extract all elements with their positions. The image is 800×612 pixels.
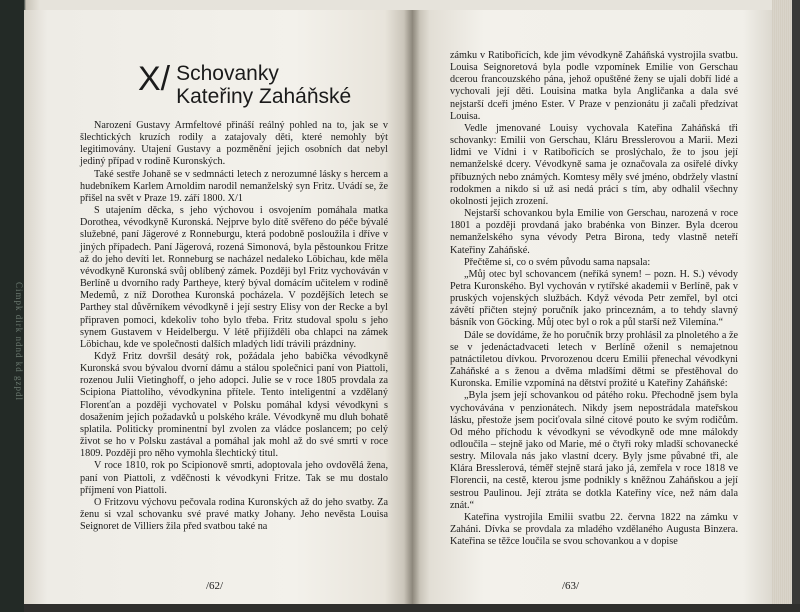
left-page [24, 10, 412, 604]
paragraph: Kateřina vystrojila Emilii svatbu 22. června 1822 na zámku v Zaháni. Dívka se provdala za mladého vzdělaného Augusta Binzera. Kateřina se těžce loučila se svou schovankou a v dopise [450, 511, 738, 548]
quote-paragraph: „Můj otec byl schovancem (neříká synem! – pozn. H. S.) vévody Petra Kuronského. Byl vychován v rytířské akademii v Berlíně, pak v pruských vojenských službách. Když vévoda Petr zemřel, byl otci závětí přičten stejný poručník jako princeznám, a to tehdy slavný básník von Göcking. Můj otec byl o rok a půl starší než Vilemína.“ [450, 268, 738, 329]
scan-border-bottom [24, 604, 800, 612]
paragraph: Přečtěme si, co o svém původu sama napsala: [464, 256, 651, 268]
chapter-title-line-2: Kateřiny Zaháňské [176, 85, 352, 108]
paragraph: S utajením děcka, s jeho výchovou i osvojením pomáhala matka Dorothea, vévodkyně Kuronská. Nejprve bylo dítě svěřeno do péče bývalé služebné, paní Jägerové z Ronneburgu, která podobně posloužila i dříve v jiných případech. Paní Jägerová, rozená Simonová, byla pěstounkou Fritze až do jeho devíti let. Ronneburg se nacházel nedaleko Löbichau, kde měla vévodkyně Kuronská svůj oblíbený zámek. Později byl Fritz vychováván v Berlíně u dvorního rady Partheye, který býval domácím učitelem v rodině Medemů, z níž Dorothea Kuronská pocházela. V pozdějších letech se Parthey stal důvěrníkem vévodkyně i její sestry Elisy von der Recke a byl připraven pomoci, kdekoliv toho bylo třeba. Fritz studoval spolu s jeho synem Gustavem v Heidelbergu. V létě přijížděli oba chlapci na zámek Löbichau, kde ve společnosti dalších mladých lidí trávili prázdniny. [80, 205, 388, 350]
paragraph: Nejstarší schovankou byla Emilie von Gerschau, narozená v roce 1801 a později provdaná jako brabénka von Binzer. Byla dcerou nemanželského syna vévody Petra Birona, tedy vlastně neteří Kateřiny Zaháňské. [450, 208, 738, 256]
paragraph: Dále se dovídáme, že ho poručník brzy prohlásil za plnoletého a že se v jedenáctadvaceti letech v Berlíně oženil s nemajetnou patnáctiletou dívkou. Prvorozenou dceru Emilii přenechal vévodkyni Zaháňské a s ženou a dvěma mladšími dětmi se přestěhoval do Kuronska. Emilie vzpomíná na dětství prožité u Kateřiny Zaháňské: [450, 329, 738, 390]
page-number-left: /62/ [206, 580, 224, 592]
paragraph: V roce 1810, rok po Scipionově smrti, adoptovala jeho ovdovělá žena, paní von Piattoli, z vděčnosti k vévodkyni Fritze. Tak se mu dostalo příjmení von Piattoli. [80, 460, 388, 496]
paragraph: Když Fritz dovršil desátý rok, požádala jeho babička vévodkyně Kuronská svou bývalou dvorní dámu a stálou společnici paní von Piattoli, rozenou Julii Vietinghoff, o jeho adopci. Julie se v roce 1805 provdala za Scipiona Piattoliho, vévodkynina přítele. Tento inteligentní a vzdělaný Florenťan a později vychovatel v Polsku pomáhal kdysi vévodkyni s dosažením jejích požadavků u polského krále. Vévodkyně mu dluh bohatě splatila. Politicky prominentní byl zvolen za vládce poslancem; po celý život se ho v Polsku zastával a pomáhal jak mohl až do své smrti v roce 1809. Později pro něho vymohla šlechtický titul. [80, 350, 388, 460]
paragraph: Narození Gustavy Armfeltové přináší reálný pohled na to, jak se v šlechtických kruzích rodily a zatajovaly děti, které nemohly být legitimovány. Utajení Gustavy a pozměnění jejich osobních dat nebyl jediný případ v rodině Kuronských. [80, 120, 388, 168]
chapter-title-line-1: Schovanky [176, 62, 279, 85]
paragraph: Také sestře Johaně se v sedmnácti letech z nerozumné lásky s hercem a hudebníkem Karlem Arnoldim narodil nemanželský syn Fritz. Uvádí se, že přišel na svět v Praze 19. září 1800. X/1 [80, 168, 388, 204]
quote-paragraph: „Byla jsem její schovankou od pátého roku. Přechodně jsem byla vychovávána v penzionátech. Nikdy jsem nepostrádala mateřskou lásku, přestože jsem pociťovala silné citové pouto ke svým rodičům. Od mého příchodu k vévodkyni se vévodkyně ode mne málokdy odloučila – stejně jako od Marie, mé o čtyři roky mladší schovanecké sestry. Milovala nás jako vlastní dcery. Byly jsme půvabné tři, ale Klára Bresslerová, téměř stejně stará jako já, zemřela v roce 1818 ve Florencii, na cestě, kterou jsme podnikly s kněžnou Zaháňskou a její sestrou Paulinou. Její ztráta se dotkla Kateřiny více, než nám dala znát.“ [450, 390, 738, 511]
chapter-title [176, 62, 351, 108]
scan-border-right [792, 0, 800, 612]
chapter-number: X/ [138, 60, 171, 98]
right-page [412, 10, 772, 604]
book-spine: Cimpk dirk ndnd kd gzpdl [0, 0, 24, 612]
chapter-heading [138, 62, 388, 108]
paragraph: Vedle jmenované Louisy vychovala Kateřina Zaháňská tři schovanky: Emilii von Gerschau, Kláru Bresslerovou a Marii. Mezi lidmi ve Vídni i v Ratibořicích se proslýchalo, že to jsou její nemanželské dcery. Vévodkyně sama je označovala za osiřelé dívky příbuzných nebo známých. Komtesy měly své jméno, obdržely vlastní rodokmen a nikdo si už asi nedá práci s tím, aby odhalil všechny okolnosti jejich zrození. [450, 122, 738, 207]
page-number-right: /63/ [562, 580, 580, 592]
paragraph: O Fritzovu výchovu pečovala rodina Kuronských až do jeho svatby. Za ženu si vzal schovanku své pravé matky Johany. Jeho nevěsta Louisa Seignoret de Villiers žila před svatbou také na [80, 496, 388, 533]
paragraph: zámku v Ratibořicích, kde jim vévodkyně Zaháňská vystrojila svatbu. Louisa Seignoretová byla podle vzpomínek Emilie von Gerschau dcerou francouzského pána, jehož opuštěné ženy se ujali dobří lidé a vychovali její děti. Louisina matka byla Angličanka a dala své nejstarší dceři jméno Ester. V Praze v penzionátu ji začali předzívat Louisa. [450, 50, 738, 122]
